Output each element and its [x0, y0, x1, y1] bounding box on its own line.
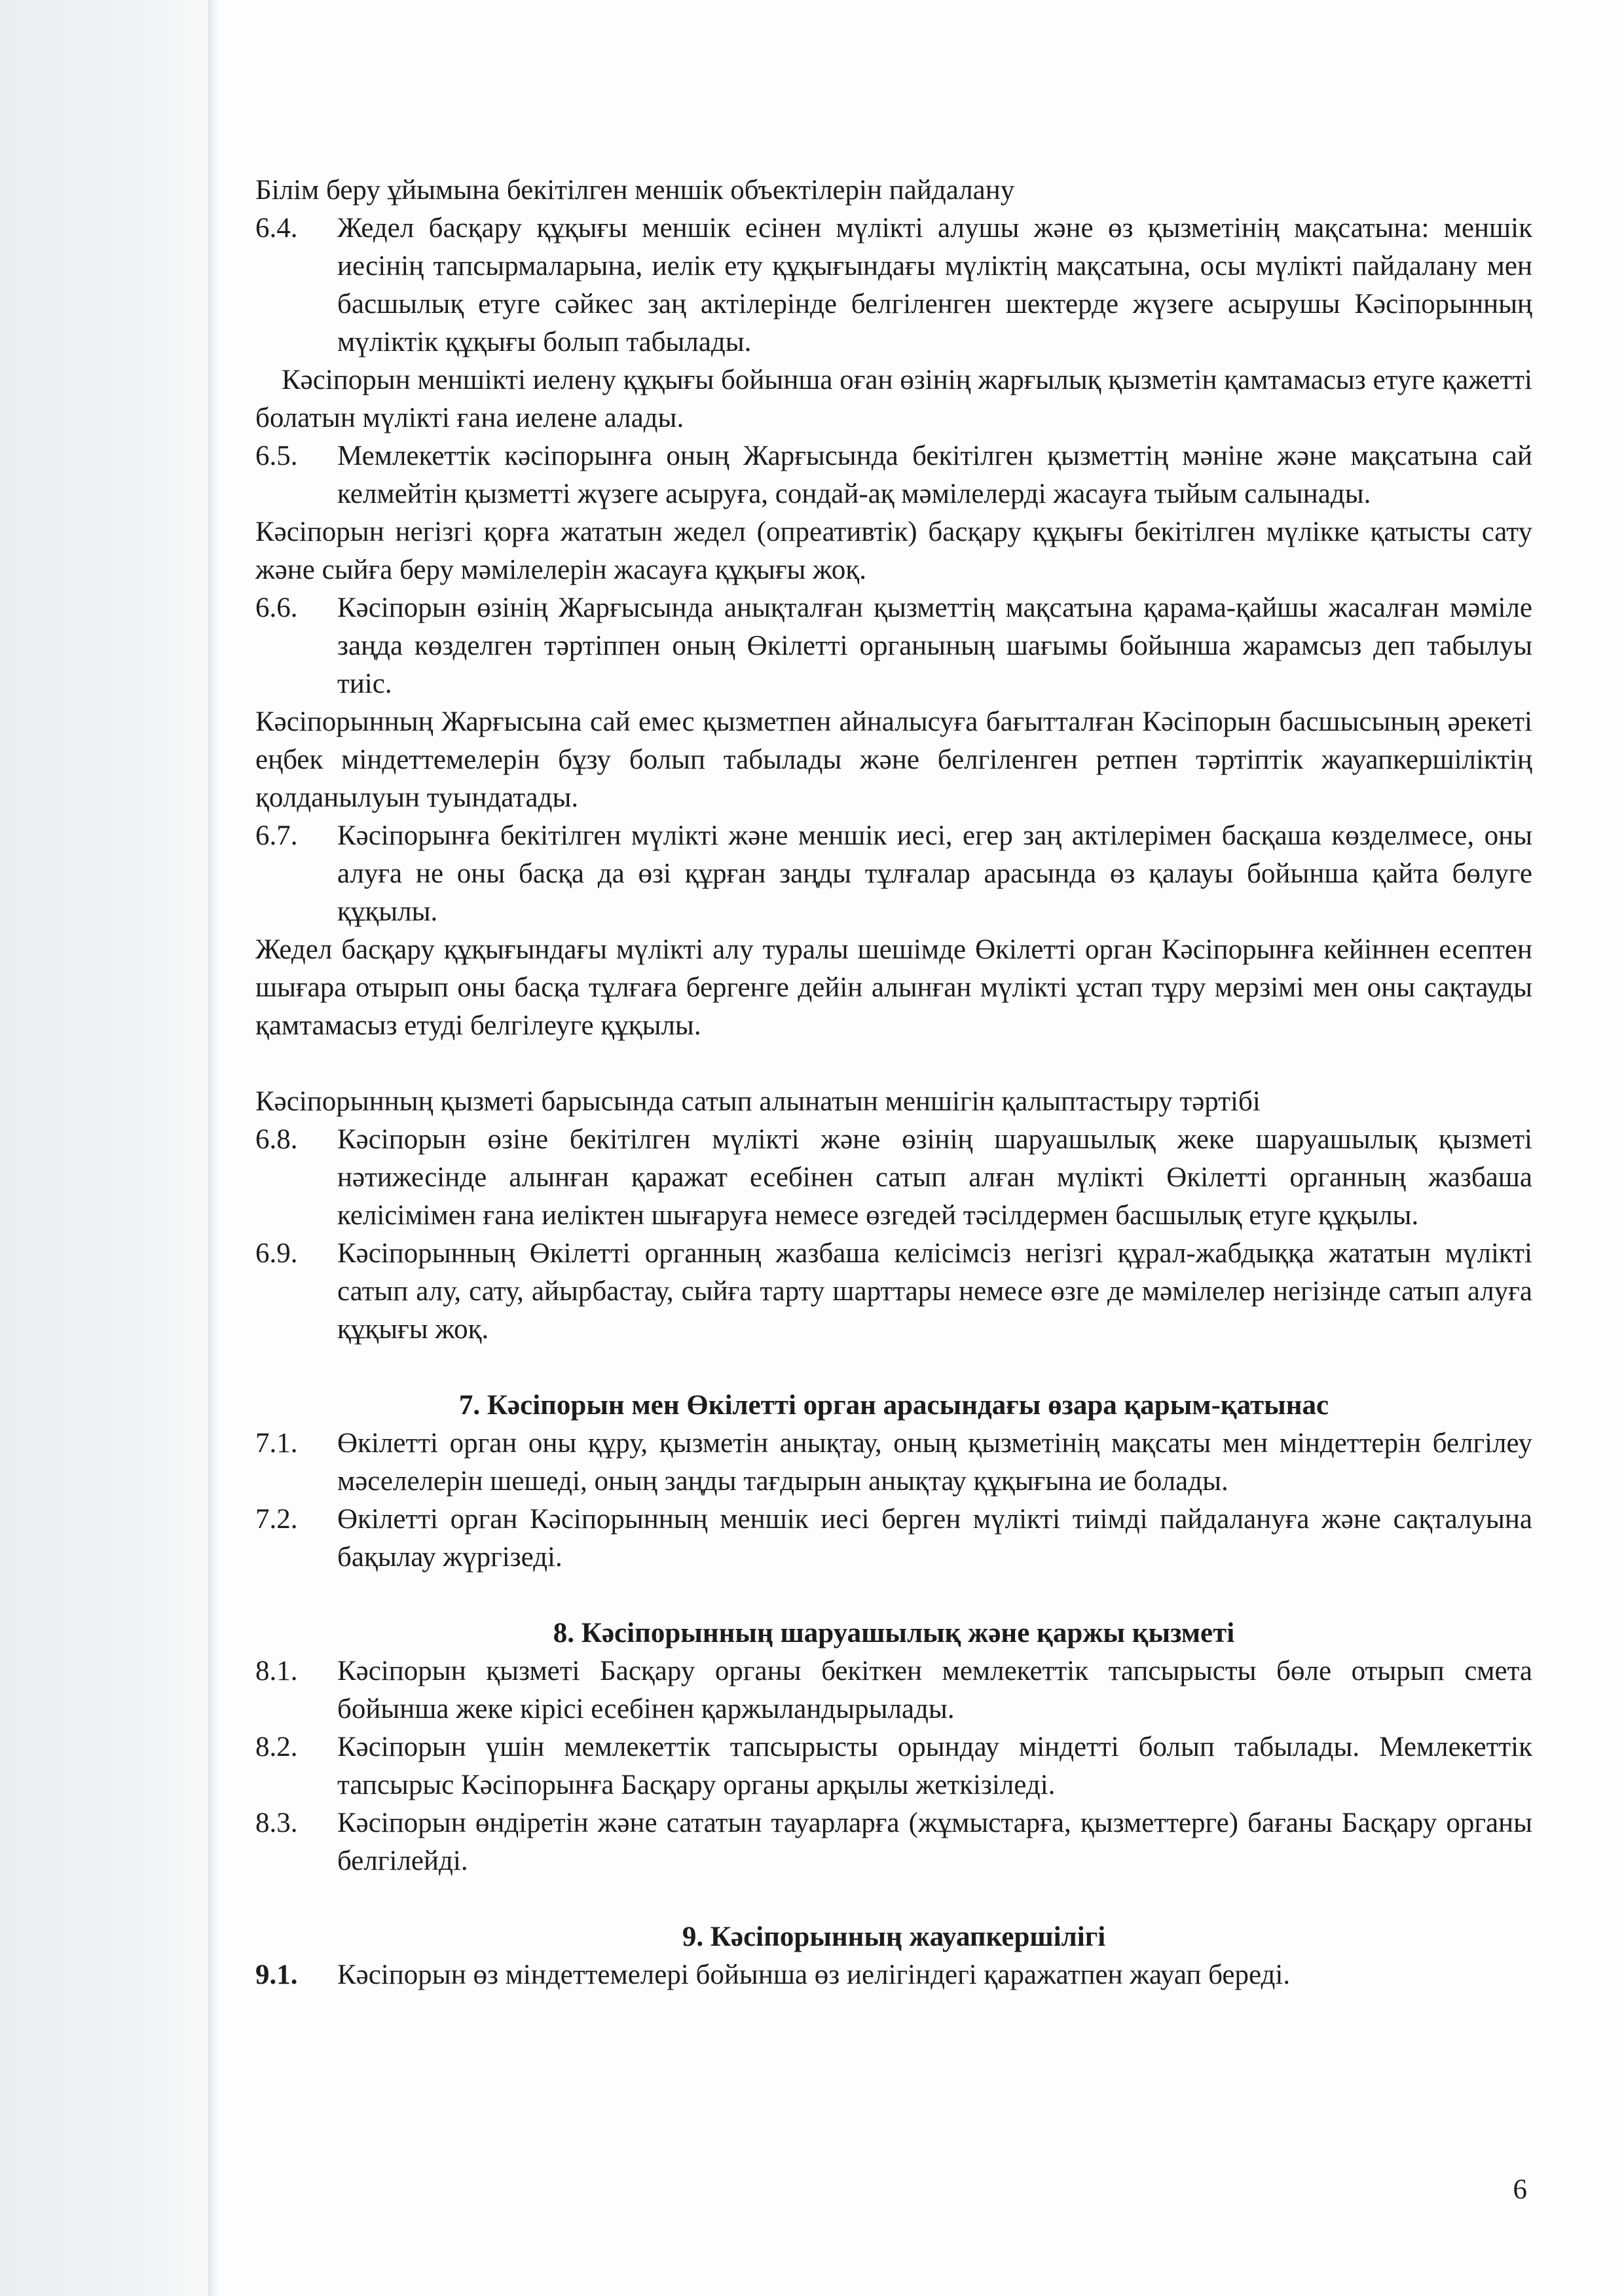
clause-number: 7.2. [255, 1504, 298, 1535]
paragraph-gap [255, 1880, 1532, 1918]
paragraph: Кәсіпорынның Жарғысына сай емес қызметпен айналысуға бағытталған Кәсіпорын басшысының әрекеті еңбек міндеттемелерін бұзу болып табылады және белгіленген ретпен тәртіптік жауапкершіліктің қолданылуын туындатады. [255, 706, 1532, 813]
clause-number: 6.6. [255, 592, 298, 623]
section-heading: 7. Кәсіпорын мен Өкілетті орган арасындағы өзара қарым-қатынас [458, 1390, 1329, 1421]
numbered-clause [255, 1956, 1532, 1994]
clause-text: Өкілетті орган оны құру, қызметін анықтау, оның қызметінің мақсаты мен міндеттерін белгілеу мәселелерін шешеді, оның заңды тағдырын анықтау құқығына ие болады. [337, 1428, 1532, 1497]
paragraph-gap [255, 1349, 1532, 1387]
page-number: 6 [1513, 2174, 1527, 2205]
paragraph: Кәсіпорынның қызметі барысында сатып алынатын меншігін қалыптастыру тәртібі [255, 1086, 1261, 1117]
numbered-clause [255, 589, 1532, 703]
clause-number: 8.3. [255, 1808, 298, 1838]
numbered-clause [255, 1121, 1532, 1235]
clause-text: Кәсіпорын өзіне бекітілген мүлікті және өзінің шаруашылық жеке шаруашылық қызметі нәтижесінде алынған қаражат есебінен сатып алған мүлікті Өкілетті органның жазбаша келісімімен ғана иеліктен шығаруға немесе өзгедей тәсілдермен басшылық етуге құқылы. [337, 1124, 1532, 1231]
clause-number: 6.7. [255, 820, 298, 851]
document-body [255, 172, 1532, 1994]
clause-number: 8.2. [255, 1732, 298, 1762]
clause-number: 6.8. [255, 1124, 298, 1155]
clause-text: Кәсіпорынның Өкілетті органның жазбаша келісімсіз негізгі құрал-жабдыққа жататын мүлікті сатып алу, сату, айырбастау, сыйға тарту шарттары немесе өзге де мәмілелер негізінде сатып алуға құқығы жоқ. [337, 1238, 1532, 1345]
numbered-clause [255, 1728, 1532, 1804]
numbered-clause [255, 817, 1532, 931]
paragraph-gap [255, 1576, 1532, 1614]
clause-number: 6.9. [255, 1238, 298, 1269]
paragraph-gap [255, 1045, 1532, 1083]
numbered-clause [255, 1501, 1532, 1576]
section-heading: 9. Кәсіпорынның жауапкершілігі [682, 1922, 1106, 1952]
clause-number: 6.4. [255, 213, 298, 244]
clause-text: Кәсіпорын өндіретін және сататын тауарларға (жұмыстарға, қызметтерге) бағаны Басқару органы белгілейді. [337, 1808, 1532, 1876]
page-fold-edge [208, 0, 219, 2296]
clause-text: Кәсіпорын өз міндеттемелері бойынша өз иелігіндегі қаражатпен жауап береді. [337, 1959, 1291, 1990]
clause-number: 9.1. [255, 1959, 298, 1990]
numbered-clause [255, 1652, 1532, 1728]
numbered-clause [255, 437, 1532, 513]
clause-text: Кәсіпорын үшін мемлекеттік тапсырысты орындау міндетті болып табылады. Мемлекеттік тапсырыс Кәсіпорынға Басқару органы арқылы жеткізіледі. [337, 1732, 1532, 1800]
numbered-clause [255, 1235, 1532, 1349]
clause-text: Кәсіпорын қызметі Басқару органы бекіткен мемлекеттік тапсырысты бөле отырып смета бойынша жеке кірісі есебінен қаржыландырылады. [337, 1656, 1532, 1724]
clause-text: Мемлекеттік кәсіпорынға оның Жарғысында бекітілген қызметтің мәніне және мақсатына сай келмейтін қызметті жүзеге асыруға, сондай-ақ мәмілелерді жасауға тыйым салынады. [337, 441, 1532, 509]
paragraph: Білім беру ұйымына бекітілген меншік объектілерін пайдалану [255, 175, 1015, 206]
clause-text: Жедел басқару құқығы меншік есінен мүлікті алушы және өз қызметінің мақсатына: меншік иесінің тапсырмаларына, иелік ету құқығындағы мүліктің мақсатына, осы мүлікті пайдалану мен басшылық етуге сәйкес заң актілерінде белгіленген шектерде жүзеге асырушы Кәсіпорынның мүліктік құқығы болып табылады. [337, 213, 1532, 357]
adjacent-page-shadow [0, 0, 216, 2296]
section-heading: 8. Кәсіпорынның шаруашылық және қаржы қызметі [553, 1618, 1235, 1649]
numbered-clause [255, 1425, 1532, 1501]
numbered-clause [255, 210, 1532, 361]
paragraph: Кәсіпорын меншікті иелену құқығы бойынша оған өзінің жарғылық қызметін қамтамасыз етуге қажетті болатын мүлікті ғана иелене алады. [255, 365, 1532, 433]
clause-text: Өкілетті орган Кәсіпорынның меншік иесі берген мүлікті тиімді пайдалануға және сақталуына бақылау жүргізеді. [337, 1504, 1532, 1573]
clause-text: Кәсіпорынға бекітілген мүлікті және меншік иесі, егер заң актілерімен басқаша көзделмесе, оны алуға не оны басқа да өзі құрған заңды тұлғалар арасында өз қалауы бойынша қайта бөлуге құқылы. [337, 820, 1532, 927]
numbered-clause [255, 1804, 1532, 1880]
clause-number: 6.5. [255, 441, 298, 471]
clause-number: 8.1. [255, 1656, 298, 1686]
clause-text: Кәсіпорын өзінің Жарғысында анықталған қызметтің мақсатына қарама-қайшы жасалған мәміле заңда көзделген тәртіппен оның Өкілетті органының шағымы бойынша жарамсыз деп табылуы тиіс. [337, 592, 1532, 699]
paragraph: Жедел басқару құқығындағы мүлікті алу туралы шешімде Өкілетті орган Кәсіпорынға кейіннен есептен шығара отырып оны басқа тұлғаға бергенге дейін алынған мүлікті ұстап тұру мерзімі мен оны сақтауды қамтамасыз етуді белгілеуге құқылы. [255, 934, 1532, 1041]
paragraph: Кәсіпорын негізгі қорға жататын жедел (опреативтік) басқару құқығы бекітілген мүлікке қатысты сату және сыйға беру мәмілелерін жасауға құқығы жоқ. [255, 517, 1532, 585]
clause-number: 7.1. [255, 1428, 298, 1459]
